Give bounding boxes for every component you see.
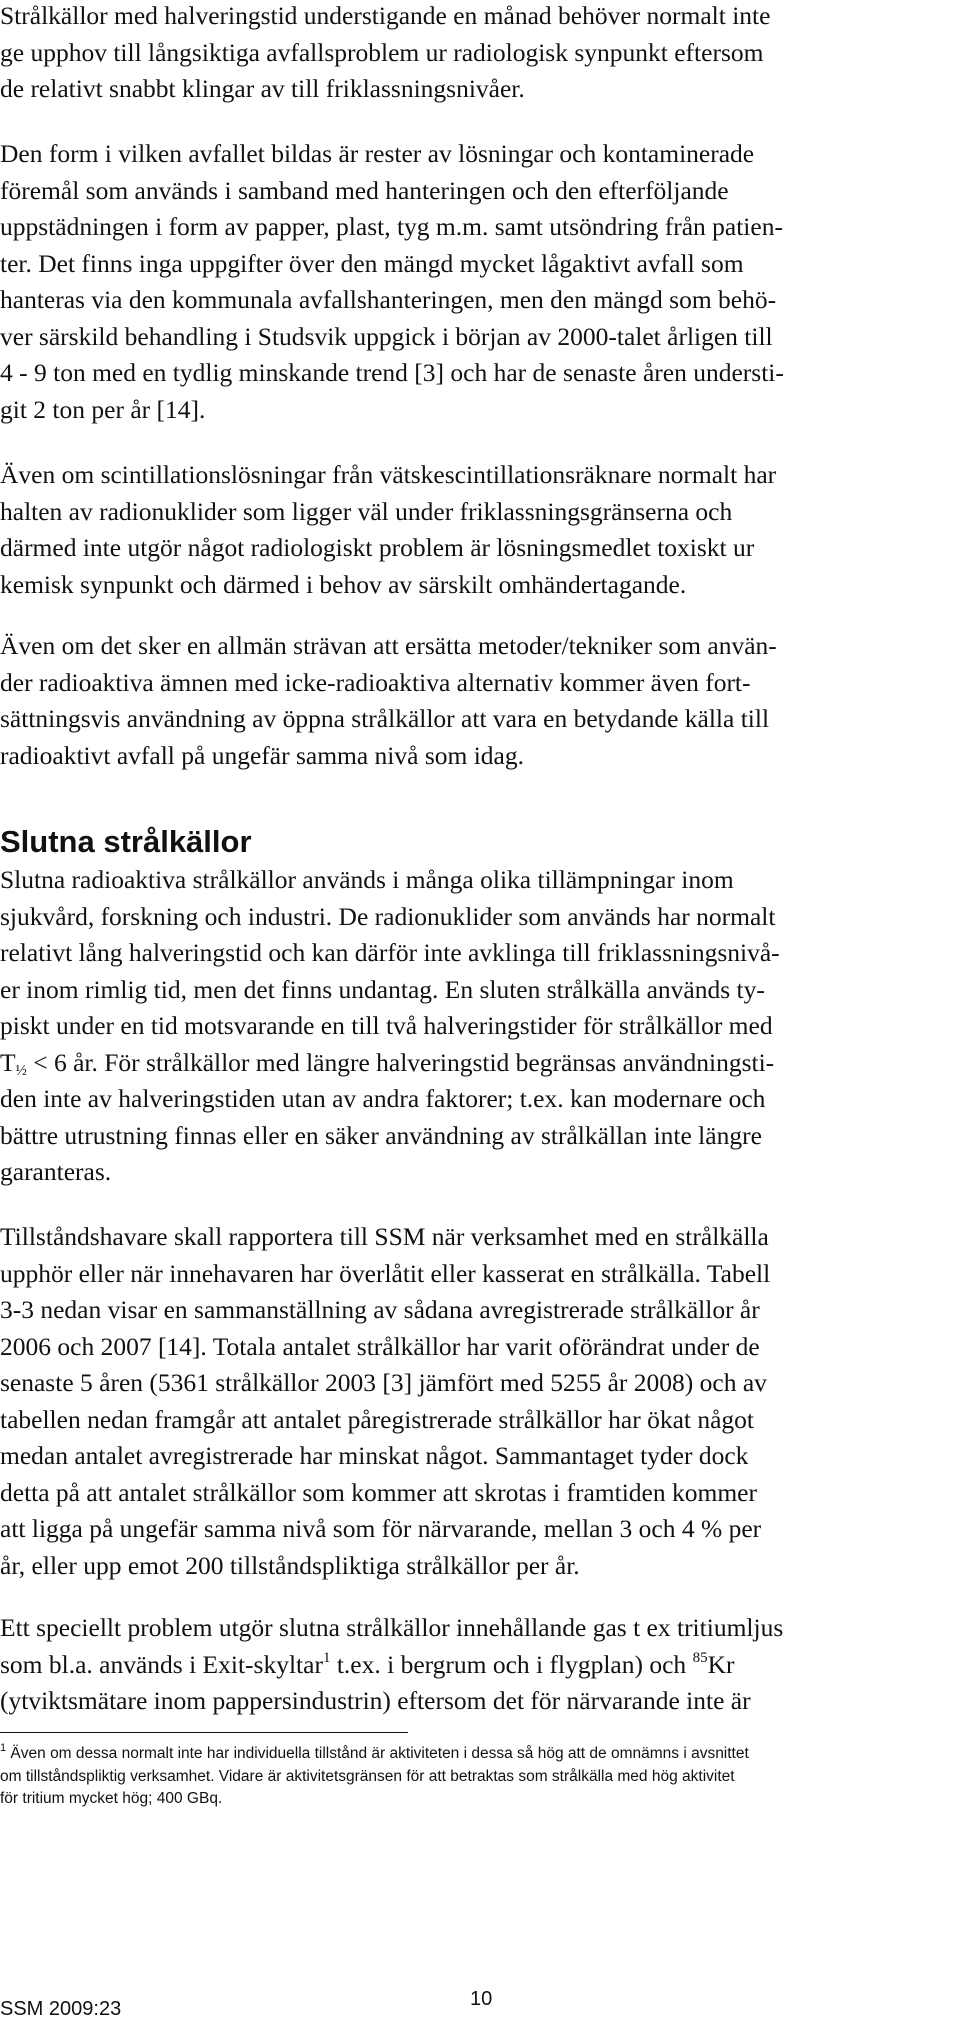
text-line: Ett speciellt problem utgör slutna strålkällor innehållande gas t ex tritiumljus [0, 1613, 784, 1642]
paragraph-waste-form [0, 136, 958, 428]
text-line: er inom rimlig tid, men det finns undantag. En sluten strålkälla används ty- [0, 974, 765, 1004]
paragraph-sealed-sources [0, 862, 958, 1191]
paragraph-short-halflife [0, 0, 958, 108]
footnote-separator [0, 1732, 408, 1733]
text-line: ge upphov till långsiktiga avfallsproblem ur radiologisk synpunkt eftersom [0, 37, 764, 67]
text-line: senaste 5 åren (5361 strålkällor 2003 [3] jämfört med 5255 år 2008) och av [0, 1368, 767, 1397]
halflife-subscript: ½ [15, 1062, 27, 1079]
text-line: 3-3 nedan visar en sammanställning av sådana avregistrerade strålkällor år [0, 1295, 760, 1324]
text-line: Även om det sker en allmän strävan att ersätta metoder/tekniker som använ- [0, 631, 777, 660]
footnote-marker: 1 [0, 1742, 7, 1754]
text-line: git 2 ton per år [14]. [0, 394, 206, 424]
footnote [0, 1743, 958, 1811]
text-line: tabellen nedan framgår att antalet påregistrerade strålkällor har ökat något [0, 1404, 755, 1434]
paragraph-scintillation [0, 457, 958, 603]
report-id: SSM 2009:23 [0, 1998, 122, 2020]
section-heading: Slutna strålkällor [0, 824, 252, 859]
text-line: Den form i vilken avfallet bildas är rester av lösningar och kontaminerade [0, 139, 755, 168]
text-line: sjukvård, forskning och industri. De radionuklider som används har normalt [0, 901, 776, 931]
footnote-line [0, 1743, 958, 1766]
text-line: bättre utrustning finnas eller en säker användning av strålkällan inte längre [0, 1120, 762, 1150]
text-fragment: < 6 år. För strålkällor med längre halveringstid begränsas användningsti- [26, 1047, 775, 1077]
text-line-halflife [0, 1045, 958, 1082]
footnote-reference[interactable]: 1 [322, 1649, 331, 1666]
text-line: 4 - 9 ton med en tydlig minskande trend [3] och har de senaste åren understi- [0, 358, 784, 387]
text-line: piskt under en tid motsvarande en till två halveringstider för strålkällor med [0, 1011, 773, 1040]
text-line: Strålkällor med halveringstid understigande en månad behöver normalt inte [0, 1, 771, 30]
text-line: radioaktivt avfall på ungefär samma nivå som idag. [0, 740, 524, 770]
text-line: hanteras via den kommunala avfallshanteringen, men den mängd som behö- [0, 285, 777, 314]
text-line: halten av radionuklider som ligger väl under friklassningsgränserna och [0, 496, 733, 526]
page-number: 10 [470, 1988, 493, 2010]
text-line: föremål som används i samband med hanteringen och den efterföljande [0, 175, 729, 205]
text-line: garanteras. [0, 1157, 112, 1186]
mass-number-superscript: 85 [692, 1649, 708, 1666]
text-fragment: som bl.a. används i Exit-skyltar [0, 1649, 323, 1679]
text-line: (ytviktsmätare inom pappersindustrin) eftersom det för närvarande inte är [0, 1686, 751, 1715]
footnote-line: för tritium mycket hög; 400 GBq. [0, 1790, 223, 1807]
paragraph-replacement [0, 628, 958, 774]
element-symbol: Kr [707, 1649, 735, 1679]
text-fragment: t.ex. i bergrum och i flygplan) och [330, 1649, 693, 1679]
text-line-with-superscripts [0, 1647, 958, 1684]
text-line: sättningsvis användning av öppna strålkällor att vara en betydande källa till [0, 704, 770, 733]
text-line: uppstädningen i form av papper, plast, tyg m.m. samt utsöndring från patien- [0, 212, 783, 241]
text-line: därmed inte utgör något radiologiskt problem är lösningsmedlet toxiskt ur [0, 533, 755, 562]
text-line: relativt lång halveringstid och kan därför inte avklinga till friklassningsnivå- [0, 938, 780, 967]
text-line: detta på att antalet strålkällor som kommer att skrotas i framtiden kommer [0, 1477, 757, 1507]
text-line: kemisk synpunkt och därmed i behov av särskilt omhändertagande. [0, 569, 687, 599]
text-fragment: Även om dessa normalt inte har individuella tillstånd är aktiviteten i dessa så hög att de omnämns i avsnittet [6, 1745, 749, 1762]
text-line: den inte av halveringstiden utan av andra faktorer; t.ex. kan modernare och [0, 1084, 766, 1113]
text-line: der radioaktiva ämnen med icke-radioaktiva alternativ kommer även fort- [0, 667, 751, 697]
text-line: upphör eller när innehavaren har överlåtit eller kasserat en strålkälla. Tabell [0, 1258, 771, 1288]
text-line: att ligga på ungefär samma nivå som för närvarande, mellan 3 och 4 % per [0, 1514, 762, 1543]
text-line: Slutna radioaktiva strålkällor används i många olika tillämpningar inom [0, 865, 734, 894]
halflife-symbol: T [0, 1047, 16, 1077]
text-line: Även om scintillationslösningar från vätskescintillationsräknare normalt har [0, 460, 777, 489]
text-line: 2006 och 2007 [14]. Totala antalet strålkällor har varit oförändrat under de [0, 1331, 760, 1361]
text-line: de relativt snabbt klingar av till friklassningsnivåer. [0, 74, 525, 103]
text-line: år, eller upp emot 200 tillståndspliktiga strålkällor per år. [0, 1550, 580, 1580]
text-line: ver särskild behandling i Studsvik uppgick i början av 2000-talet årligen till [0, 321, 773, 351]
paragraph-reporting [0, 1219, 958, 1584]
text-line: medan antalet avregistrerade har minskat något. Sammantaget tyder dock [0, 1441, 749, 1470]
text-line: ter. Det finns inga uppgifter över den mängd mycket lågaktivt avfall som [0, 248, 744, 278]
paragraph-tritium [0, 1610, 958, 1720]
footnote-line: om tillståndspliktig verksamhet. Vidare är aktivitetsgränsen för att betraktas som strålkälla med hög aktivitet [0, 1767, 735, 1785]
text-line: Tillståndshavare skall rapportera till SSM när verksamhet med en strålkälla [0, 1222, 769, 1251]
